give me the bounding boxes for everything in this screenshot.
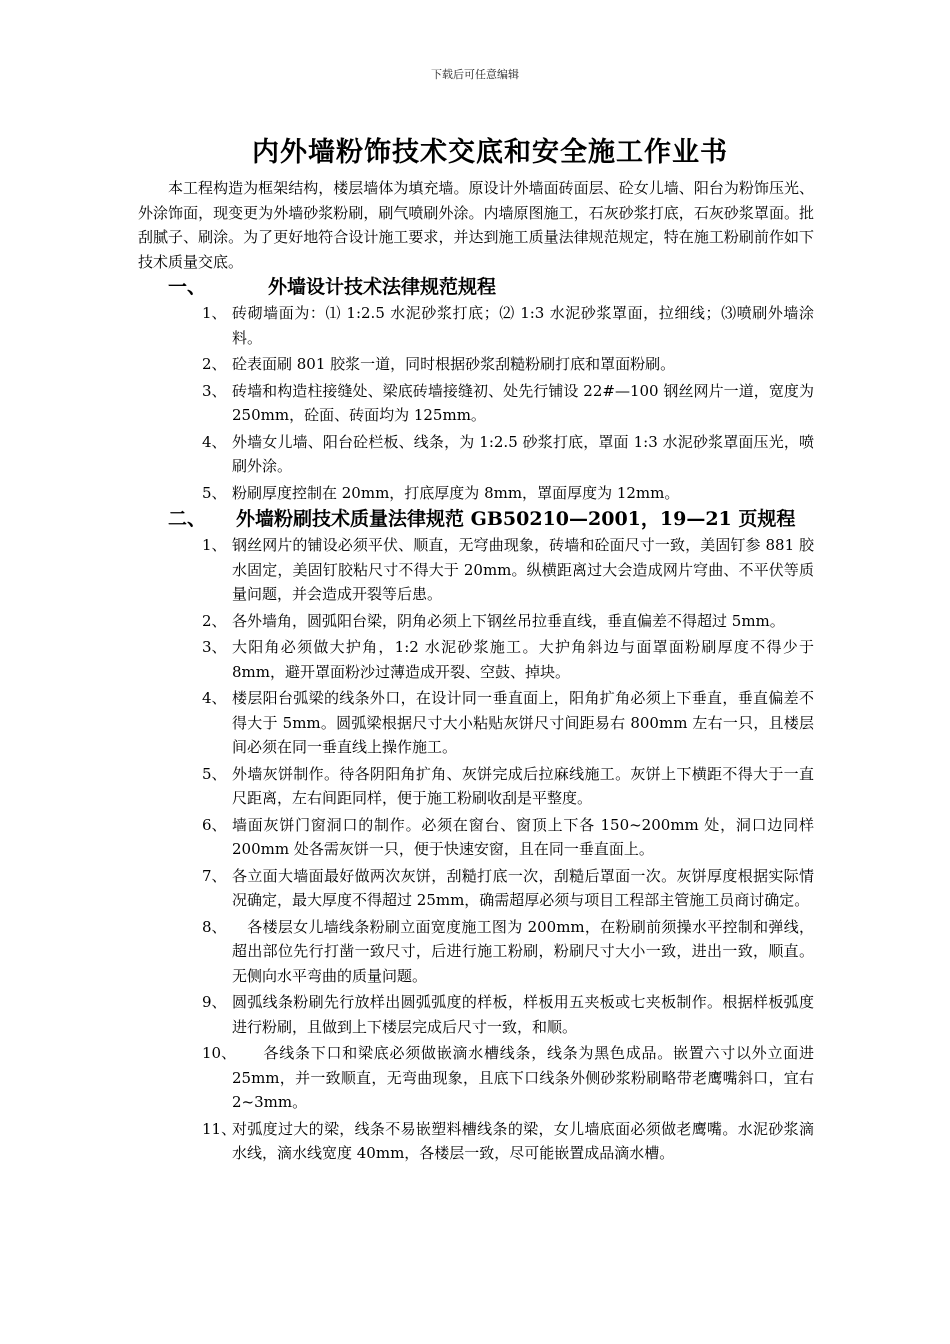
item-text: 各楼层女儿墙线条粉刷立面宽度施工图为 200mm，在粉刷前须操水平控制和弹线，超出部位先行打凿一致尺寸，后进行施工粉刷，粉刷尺寸大小一致，进出一致，顺直。无侧向水平弯曲的质量问题。 (232, 917, 814, 985)
section-heading-1 (138, 275, 814, 299)
list-item (138, 533, 814, 607)
section-title: 外墙粉刷技术质量法律规范 GB50210—2001，19—21 页规程 (236, 508, 796, 530)
list-item (138, 864, 814, 913)
item-index: 8、 (202, 917, 227, 936)
section-2-list (138, 533, 814, 1166)
section-1-list (138, 301, 814, 505)
item-index: 2、 (202, 611, 227, 630)
list-item (138, 352, 814, 377)
item-index: 10、 (202, 1044, 237, 1062)
item-index: 1、 (202, 536, 227, 554)
item-text: 钢丝网片的铺设必须平伏、顺直，无穹曲现象，砖墙和砼面尺寸一致，美固钉参 881 胶水固定，美固钉胶粘尺寸不得大于 20mm。纵横距离过大会造成网片穹曲、不平伏等质量问题，并会造成开裂等后患。 (232, 536, 814, 603)
section-number: 二、 (168, 508, 207, 530)
item-index: 5、 (202, 483, 227, 502)
list-item (138, 686, 814, 760)
item-text: 粉刷厚度控制在 20mm，打底厚度为 8mm，罩面厚度为 12mm。 (232, 483, 680, 502)
item-index: 3、 (202, 381, 227, 400)
item-text: 各立面大墙面最好做两次灰饼，刮糙打底一次，刮糙后罩面一次。灰饼厚度根据实际情况确定，最大厚度不得超过 25mm，确需超厚必须与项目工程部主管施工员商讨确定。 (232, 866, 814, 909)
list-item (138, 1117, 814, 1166)
item-index: 2、 (202, 355, 227, 373)
item-text: 砼表面刷 801 胶浆一道，同时根据砂浆刮糙粉刷打底和罩面粉刷。 (232, 355, 676, 373)
item-text: 墙面灰饼门窗洞口的制作。必须在窗台、窗顶上下各 150~200mm 处，洞口边同样 200mm 处各需灰饼一只，便于快速安窗，且在同一垂直面上。 (232, 815, 814, 858)
item-text: 对弧度过大的梁，线条不易嵌塑料槽线条的梁，女儿墙底面必须做老鹰嘴。水泥砂浆滴水线，滴水线宽度 40mm，各楼层一致，尽可能嵌置成品滴水槽。 (232, 1119, 814, 1162)
item-text: 外墙灰饼制作。待各阴阳角扩角、灰饼完成后拉麻线施工。灰饼上下横距不得大于一直尺距离，左右间距同样，便于施工粉刷收刮是平整度。 (232, 764, 814, 807)
item-index: 9、 (202, 993, 227, 1011)
item-index: 1、 (202, 304, 227, 322)
item-text: 砖砌墙面为：⑴ 1:2.5 水泥砂浆打底；⑵ 1:3 水泥砂浆罩面，拉细线；⑶喷刷外墙涂料。 (232, 304, 814, 347)
list-item (138, 635, 814, 684)
item-text: 各外墙角，圆弧阳台梁，阴角必须上下钢丝吊拉垂直线，垂直偏差不得超过 5mm。 (232, 611, 785, 630)
item-text: 外墙女儿墙、阳台砼栏板、线条，为 1:2.5 砂浆打底，罩面 1:3 水泥砂浆罩面压光，喷刷外涂。 (232, 432, 814, 475)
list-item (138, 379, 814, 428)
item-index: 6、 (202, 815, 227, 834)
item-index: 5、 (202, 764, 227, 783)
item-index: 7、 (202, 866, 227, 885)
section-heading-2 (138, 507, 814, 531)
item-text: 各线条下口和梁底必须做嵌滴水槽线条，线条为黑色成品。嵌置六寸以外立面进 25mm，并一致顺直，无弯曲现象，且底下口线条外侧砂浆粉刷略带老鹰嘴斜口，宜右 2~3mm。 (232, 1044, 814, 1111)
list-item (138, 990, 814, 1039)
list-item (138, 609, 814, 634)
section-title: 外墙设计技术法律规范规程 (268, 276, 497, 298)
list-item (138, 813, 814, 862)
list-item (138, 301, 814, 350)
intro-paragraph: 本工程构造为框架结构，楼层墙体为填充墙。原设计外墙面砖面层、砼女儿墙、阳台为粉饰压光、外涂饰面，现变更为外墙砂浆粉刷，刷气喷刷外涂。内墙原图施工，石灰砂浆打底，石灰砂浆罩面。批刮腻子、刷涂。为了更好地符合设计施工要求，并达到施工质量法律规范规定，特在施工粉刷前作如下技术质量交底。 (138, 179, 814, 271)
list-item (138, 915, 814, 989)
item-text: 大阳角必须做大护角，1:2 水泥砂浆施工。大护角斜边与面罩面粉刷厚度不得少于 8mm，避开罩面粉沙过薄造成开裂、空鼓、掉块。 (232, 638, 814, 681)
list-item (138, 430, 814, 479)
item-text: 楼层阳台弧梁的线条外口，在设计同一垂直面上，阳角扩角必须上下垂直，垂直偏差不得大于 5mm。圆弧梁根据尺寸大小粘贴灰饼尺寸间距易右 800mm 左右一只，且楼层间必须在同一垂直线上操作施工。 (232, 689, 814, 756)
item-text: 圆弧线条粉刷先行放样出圆弧弧度的样板，样板用五夹板或七夹板制作。根据样板弧度进行粉刷，且做到上下楼层完成后尺寸一致，和顺。 (232, 993, 814, 1036)
document-body (138, 176, 814, 1168)
document-title: 内外墙粉饰技术交底和安全施工作业书 (252, 137, 728, 168)
list-item (138, 481, 814, 506)
header-note: 下载后可任意编辑 (431, 68, 519, 81)
item-index: 3、 (202, 638, 227, 656)
item-index: 4、 (202, 689, 227, 707)
item-text: 砖墙和构造柱接缝处、梁底砖墙接缝初、处先行铺设 22#—100 钢丝网片一道，宽度为 250mm，砼面、砖面均为 125mm。 (232, 381, 814, 424)
item-index: 11、 (202, 1119, 237, 1138)
item-index: 4、 (202, 432, 227, 451)
section-number: 一、 (168, 276, 207, 298)
list-item (138, 1041, 814, 1115)
list-item (138, 762, 814, 811)
